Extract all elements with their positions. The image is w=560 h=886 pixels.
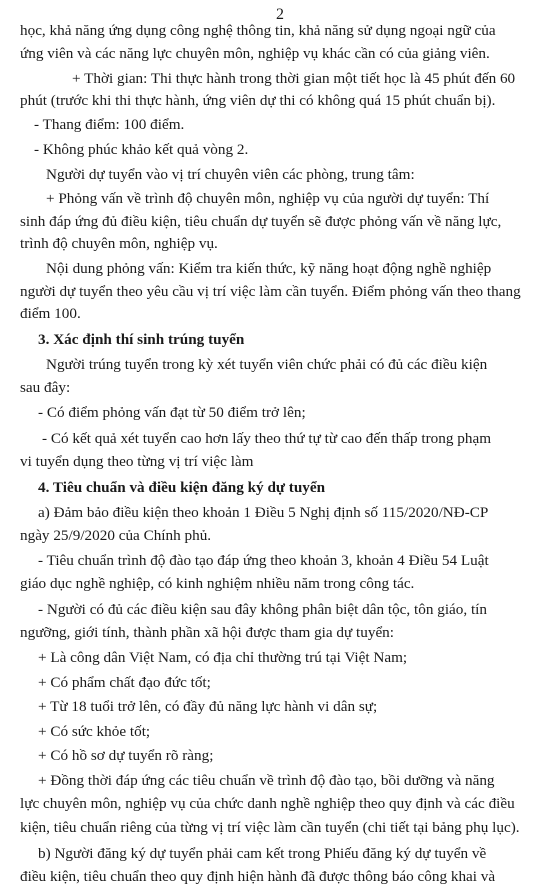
text-line: - Tiêu chuẩn trình độ đào tạo đáp ứng theo khoản 3, khoản 4 Điều 54 Luật [38,552,489,569]
text-line: ngày 25/9/2020 của Chính phủ. [20,527,212,544]
page-number: 2 [276,6,284,23]
text-line: lực chuyên môn, nghiệp vụ của chức danh nghề nghiệp theo quy định và các điều [20,795,515,812]
text-line: học, khả năng ứng dụng công nghệ thông tin, khả năng sử dụng ngoại ngữ của [20,22,496,39]
text-line: sinh đáp ứng đủ điều kiện, tiêu chuẩn dự tuyển sẽ được phỏng vấn về năng lực, [20,213,502,230]
text-line: người dự tuyển theo yêu cầu vị trí việc làm cần tuyển. Điểm phỏng vấn theo thang [20,283,521,300]
text-line: + Có sức khỏe tốt; [38,723,151,740]
text-line: Nội dung phỏng vấn: Kiểm tra kiến thức, kỹ năng hoạt động nghề nghiệp [46,260,492,277]
text-line: - Có kết quả xét tuyển cao hơn lấy theo thứ tự từ cao đến thấp trong phạm [42,430,492,447]
text-line: + Có hồ sơ dự tuyển rõ ràng; [38,747,214,764]
text-line: Người trúng tuyển trong kỳ xét tuyển viên chức phải có đủ các điều kiện [46,356,488,373]
section-heading: 4. Tiêu chuẩn và điều kiện đăng ký dự tuyển [38,479,326,496]
text-line: vi tuyển dụng theo từng vị trí việc làm [20,453,254,470]
text-line: + Có phẩm chất đạo đức tốt; [38,674,211,691]
text-line: giáo dục nghề nghiệp, có kinh nghiệm nhiều năm trong công tác. [20,575,415,592]
text-line: ứng viên và các năng lực chuyên môn, nghiệp vụ khác cần có của giảng viên. [20,45,490,62]
text-line: kiện, tiêu chuẩn riêng của từng vị trí việc làm cần tuyển (chi tiết tại bảng phụ lục). [20,819,520,836]
text-line: trình độ chuyên môn, nghiệp vụ. [20,235,218,252]
text-line: sau đây: [20,379,71,396]
text-line: + Thời gian: Thi thực hành trong thời gian một tiết học là 45 phút đến 60 [72,70,516,87]
text-line: - Không phúc khảo kết quả vòng 2. [34,141,249,158]
text-line: - Có điểm phỏng vấn đạt từ 50 điểm trở lên; [38,404,306,421]
text-line: + Phỏng vấn về trình độ chuyên môn, nghiệp vụ của người dự tuyển: Thí [46,190,490,207]
text-line: điều kiện, tiêu chuẩn theo quy định hiện hành đã được thông báo công khai và [20,868,496,885]
text-line: - Thang điểm: 100 điểm. [34,116,185,133]
text-line: + Từ 18 tuổi trở lên, có đầy đủ năng lực hành vi dân sự; [38,698,378,715]
text-line: b) Người đăng ký dự tuyển phải cam kết trong Phiếu đăng ký dự tuyển về [38,845,487,862]
text-line: + Đồng thời đáp ứng các tiêu chuẩn về trình độ đào tạo, bồi dưỡng và năng [38,772,495,789]
text-line: Người dự tuyển vào vị trí chuyên viên các phòng, trung tâm: [46,166,415,183]
text-line: điểm 100. [20,305,81,322]
text-line: + Là công dân Việt Nam, có địa chỉ thường trú tại Việt Nam; [38,649,408,666]
text-line: phút (trước khi thi thực hành, ứng viên dự thi có không quá 15 phút chuẩn bị). [20,92,496,109]
text-line: a) Đảm bảo điều kiện theo khoản 1 Điều 5 Nghị định số 115/2020/NĐ-CP [38,504,489,521]
section-heading: 3. Xác định thí sinh trúng tuyển [38,331,245,348]
text-line: - Người có đủ các điều kiện sau đây không phân biệt dân tộc, tôn giáo, tín [38,601,487,618]
text-line: ngưỡng, giới tính, thành phần xã hội được tham gia dự tuyển: [20,624,394,641]
